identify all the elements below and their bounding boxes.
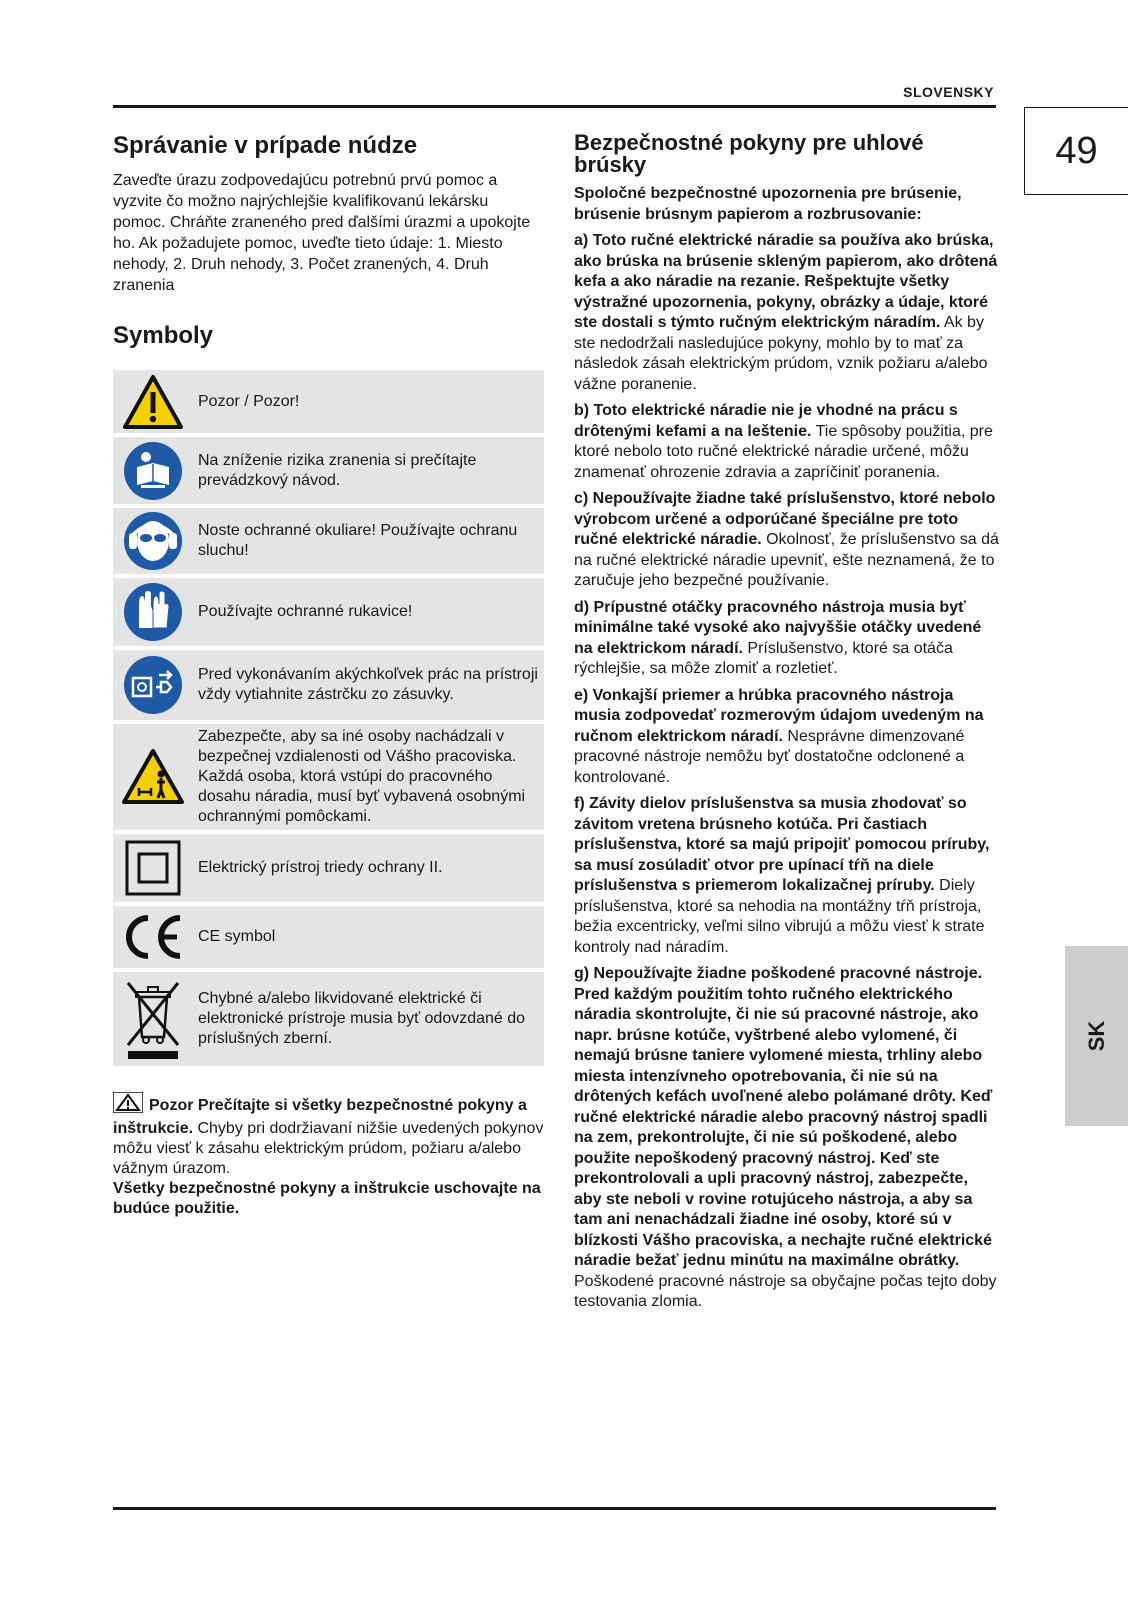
safety-item-f: f) Závity dielov príslušenstva sa musia zhodovať so závitom vretena brúsneho kotúča. Pri častiach príslušenstva, ktoré sa majú pripojiť pomocou príruby, sa musí zosúladiť otvor pre upínací tŕň na diele príslušenstva s priemerom lokalizačnej príruby. Diely príslušenstva, ktoré sa nehodia na montážny tŕň prístroja, bežia excentricky, veľmi silno vibrujú a môžu viesť k strate kontroly nad náradím. — [574, 795, 990, 956]
eye-ear-protection-icon — [113, 511, 193, 571]
symbol-row — [113, 906, 544, 972]
symbol-row — [113, 370, 544, 437]
warning-small-icon — [113, 1092, 143, 1119]
symbol-row — [113, 508, 544, 578]
ce-mark-icon — [113, 913, 193, 961]
symbol-text: Zabezpečte, aby sa iné osoby nachádzali v bezpečnej vzdialenosti od Vášho pracoviska. Každá osoba, ktorá vstúpi do pracovného dosahu náradia, musí byť vybavená osobnými ochrannými pomôckami. — [198, 728, 526, 825]
emergency-text: Zaveďte úrazu zodpovedajúcu potrebnú prvú pomoc a vyzvite čo možno najrýchlejšie kvalifikovanú lekársku pomoc. Chráňte zraneného pred ďalšími úrazmi a upokojte ho. Ak požadujete pomoc, uveďte tieto údaje: 1. Miesto nehody, 2. Druh nehody, 3. Počet zranených, 4. Druh zranenia — [113, 172, 531, 294]
symbol-text: Používajte ochranné rukavice! — [198, 603, 413, 620]
side-tab-label: SK — [1083, 1020, 1109, 1052]
warning-bold-text: Pozor Prečítajte si všetky bezpečnostné pokyny a inštrukcie. — [113, 1097, 527, 1137]
top-divider — [113, 105, 996, 108]
language-label: SLOVENSKY — [903, 84, 994, 100]
symbols-table — [113, 370, 544, 1070]
crossed-bin-icon — [113, 977, 193, 1061]
warning-triangle-icon — [113, 374, 193, 430]
symbol-text: Pred vykonávaním akýchkoľvek prác na prístroji vždy vytiahnite zástrčku zo zásuvky. — [198, 666, 538, 703]
bottom-divider — [113, 1507, 996, 1510]
common-warnings-intro: Spoločné bezpečnostné upozornenia pre brúsenie, brúsenie brúsnym papierom a rozbrusovanie: — [574, 185, 962, 223]
symbol-text: Chybné a/alebo likvidované elektrické či elektronické prístroje musia byť odovzdané do príslušných zberní. — [198, 990, 526, 1047]
symbol-row — [113, 578, 544, 650]
symbol-text: Elektrický prístroj triedy ochrany II. — [198, 859, 443, 876]
right-column — [574, 132, 999, 1319]
safety-item-b: b) Toto elektrické náradie nie je vhodné na prácu s drôtenými kefami a na leštenie. Tie spôsoby použitia, pre ktoré nebolo toto ručné elektrické náradie určené, môžu znamenať ohrozenie zdravia a zapríčiniť poranenia. — [574, 402, 993, 481]
emergency-heading: Správanie v prípade núdze — [113, 132, 418, 159]
symbol-text: CE symbol — [198, 928, 276, 945]
symbols-heading: Symboly — [113, 322, 214, 349]
left-column — [113, 132, 544, 1219]
symbol-row — [113, 437, 544, 508]
symbol-text: Pozor / Pozor! — [198, 392, 300, 410]
language-side-tab — [1065, 946, 1128, 1126]
page-number: 49 — [1024, 107, 1128, 195]
safety-item-c: c) Nepoužívajte žiadne také príslušenstvo, ktoré nebolo výrobcom určené a odporúčané špeciálne pre toto ručné elektrické náradie. Okolnosť, že príslušenstvo sa dá na ručné elektrické náradie upevniť, ešte neznamená, že to zaručuje jeho bezpečné používanie. — [574, 490, 999, 589]
keep-instructions-text: Všetky bezpečnostné pokyny a inštrukcie uschovajte na budúce použitie. — [113, 1180, 541, 1217]
safety-item-d: d) Prípustné otáčky pracovného nástroja musia byť minimálne také vysoké ako najvyššie otáčky uvedené na elektrickom náradí. Príslušenstvo, ktoré sa otáča rýchlejšie, sa môže zlomiť a rozletieť. — [574, 598, 982, 677]
warning-text: Chyby pri dodržiavaní nižšie uvedených pokynov môžu viesť k zásahu elektrickým prúdom, požiaru a/alebo vážnym úrazom. — [113, 1120, 544, 1177]
read-manual-icon — [113, 441, 193, 501]
angle-grinder-safety-heading: Bezpečnostné pokyny pre uhlové brúsky — [574, 130, 924, 177]
safety-item-g: g) Nepoužívajte žiadne poškodené pracovné nástroje. Pred každým použitím tohto ručného elektrického náradia skontrolujte, či nie sú pracovné nástroje, ako napr. brúsne kotúče, vyštrbené alebo vylomené, či nemajú brúsne taniere vylomené miesta, trhliny alebo miesta intenzívneho opotrebovania, či nie sú na drôtených kefách uvoľnené alebo polámané drôty. Keď ručné elektrické náradie alebo pracovný nástroj spadli na zem, prekontrolujte, či nie sú poškodené, alebo použite nepoškodený pracovný nástroj. Keď ste prekontrolovali a upli pracovný nástroj, zabezpečte, aby ste neboli v rovine rotujúceho nástroja, a aby sa tam ani nenachádzali žiadne iné osoby, ktoré sú v blízkosti Vášho pracoviska, a nechajte ručné elektrické náradie bežať jednu minútu na maximálne obrátky. Poškodené pracovné nástroje sa obyčajne počas tejto doby testovania zlomia. — [574, 965, 997, 1310]
safety-item-e: e) Vonkajší priemer a hrúbka pracovného nástroja musia zodpovedať rozmerovým údajom uvedeným na ručnom elektrickom náradí. Nesprávne dimenzované pracovné nástroje nemôžu byť dostatočne odclonené a kontrolované. — [574, 686, 984, 786]
protection-class-ii-icon — [113, 839, 193, 897]
symbol-row — [113, 972, 544, 1070]
symbol-text: Noste ochranné okuliare! Používajte ochranu sluchu! — [198, 522, 518, 559]
symbol-row — [113, 650, 544, 724]
warning-block — [113, 1092, 544, 1219]
symbol-row — [113, 834, 544, 906]
gloves-icon — [113, 582, 193, 642]
safety-item-a: a) Toto ručné elektrické náradie sa používa ako brúska, ako brúska na brúsenie skleným papierom, ako drôtená kefa a ako náradie na rezanie. Rešpektujte všetky výstražné upozornenia, pokyny, obrázky a údaje, ktoré ste dostali s týmto ručným elektrickým náradím. Ak by ste nedodržali nasledujúce pokyny, mohlo by to mať za následok zásah elektrickým prúdom, vznik požiaru a/alebo vážne poranenie. — [574, 232, 998, 393]
unplug-icon — [113, 655, 193, 715]
symbol-row — [113, 724, 544, 834]
symbol-text: Na zníženie rizika zranenia si prečítajte prevádzkový návod. — [198, 451, 477, 489]
safe-distance-icon — [113, 748, 193, 806]
